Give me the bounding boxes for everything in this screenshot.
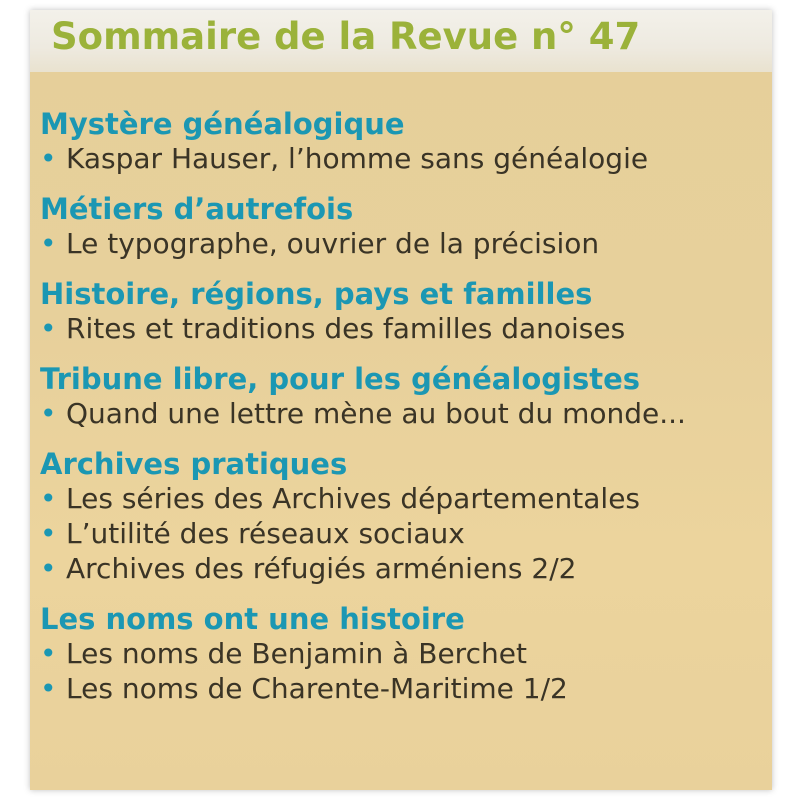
section-archives-pratiques — [40, 447, 770, 586]
item-text: Kaspar Hauser, l’homme sans généalogie — [66, 142, 649, 175]
title-band — [30, 10, 772, 72]
table-of-contents-page — [30, 10, 772, 790]
item-text: Archives des réfugiés arméniens 2/2 — [66, 552, 577, 585]
section-items — [40, 226, 770, 261]
item-text: Les noms de Benjamin à Berchet — [66, 637, 527, 670]
section-heading: Tribune libre, pour les généalogistes — [40, 362, 640, 396]
section-noms-histoire — [40, 602, 770, 706]
list-item — [40, 311, 770, 346]
section-items — [40, 396, 770, 431]
item-text: L’utilité des réseaux sociaux — [66, 517, 465, 550]
item-text: Le typographe, ouvrier de la précision — [66, 227, 600, 260]
item-text: Rites et traditions des familles danoises — [66, 312, 626, 345]
list-item — [40, 226, 770, 261]
section-tribune-libre — [40, 362, 770, 431]
section-heading: Archives pratiques — [40, 447, 348, 481]
list-item — [40, 671, 770, 706]
bullet-icon: • — [40, 552, 57, 585]
section-items — [40, 311, 770, 346]
page-title: Sommaire de la Revue n° 47 — [51, 15, 641, 58]
section-heading: Histoire, régions, pays et familles — [40, 277, 593, 311]
bullet-icon: • — [40, 312, 57, 345]
list-item — [40, 481, 770, 516]
list-item — [40, 141, 770, 176]
list-item — [40, 636, 770, 671]
section-mystere-genealogique — [40, 107, 770, 176]
item-text: Les séries des Archives départementales — [66, 482, 641, 515]
bullet-icon: • — [40, 142, 57, 175]
bullet-icon: • — [40, 227, 57, 260]
bullet-icon: • — [40, 637, 57, 670]
section-histoire-regions — [40, 277, 770, 346]
section-metiers-autrefois — [40, 192, 770, 261]
item-text: Quand une lettre mène au bout du monde... — [66, 397, 686, 430]
section-items — [40, 636, 770, 706]
bullet-icon: • — [40, 672, 57, 705]
list-item — [40, 551, 770, 586]
list-item — [40, 516, 770, 551]
contents-list — [40, 107, 770, 722]
item-text: Les noms de Charente-Maritime 1/2 — [66, 672, 568, 705]
section-heading: Métiers d’autrefois — [40, 192, 354, 226]
section-heading: Mystère généalogique — [40, 107, 405, 141]
bullet-icon: • — [40, 517, 57, 550]
bullet-icon: • — [40, 397, 57, 430]
section-heading: Les noms ont une histoire — [40, 602, 465, 636]
section-items — [40, 141, 770, 176]
list-item — [40, 396, 770, 431]
bullet-icon: • — [40, 482, 57, 515]
section-items — [40, 481, 770, 586]
